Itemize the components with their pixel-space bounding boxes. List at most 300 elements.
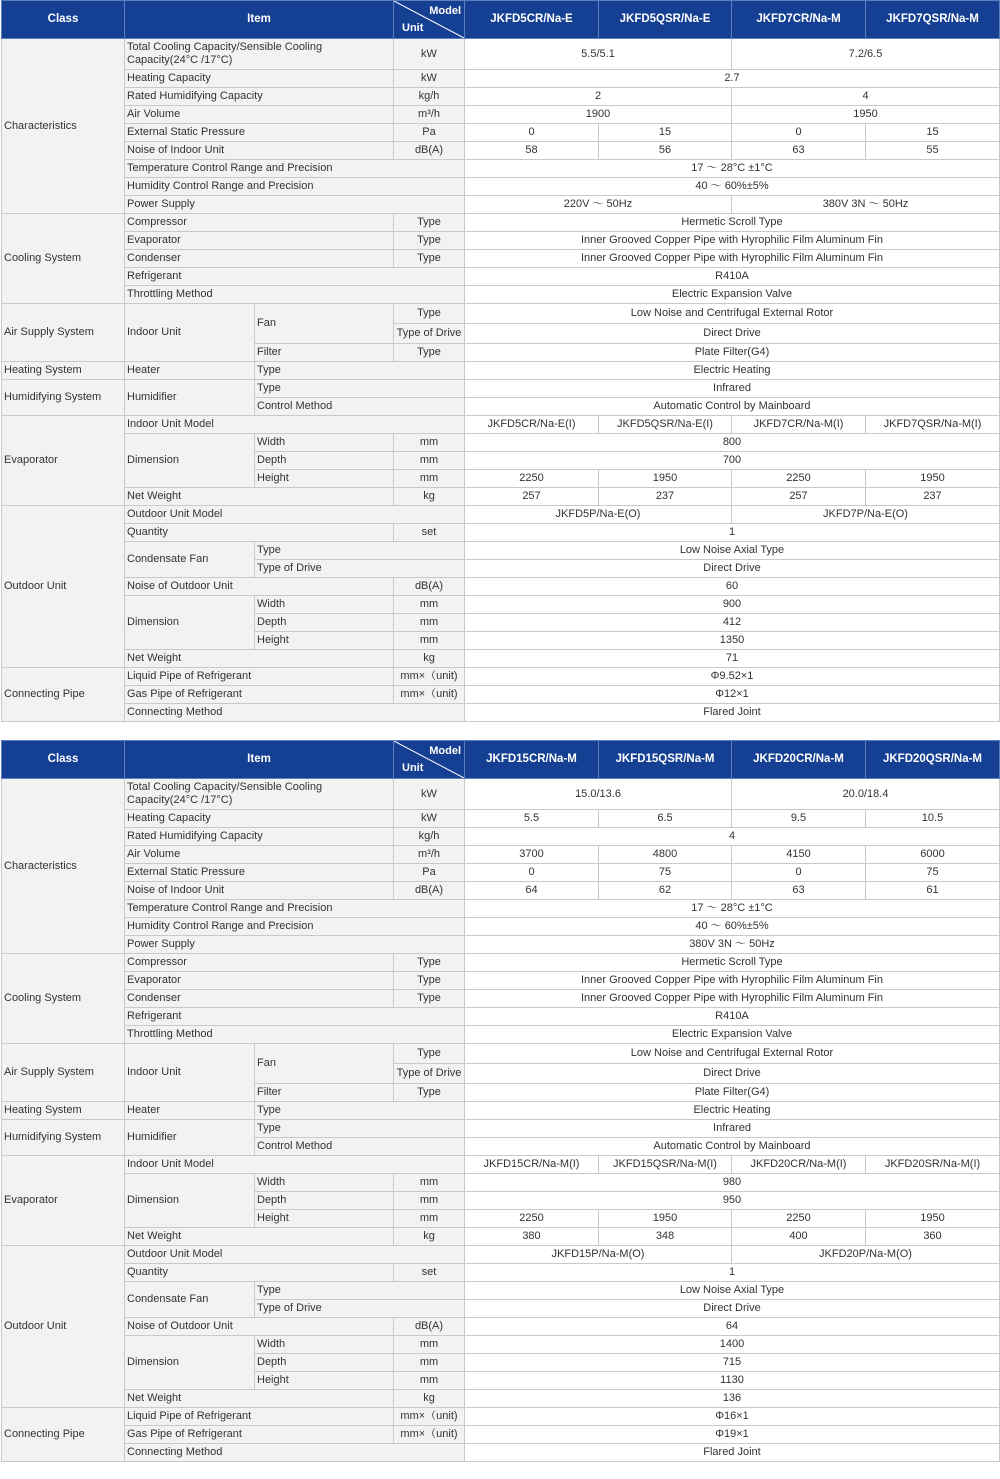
table-row (2, 1156, 1000, 1174)
value-cell: 56 (599, 142, 732, 160)
value-cell: 40 ～ 60%±5% (465, 918, 1000, 936)
value-cell: Electric Heating (465, 362, 1000, 380)
row-label: Noise of Indoor Unit (125, 882, 394, 900)
table-row (2, 268, 1000, 286)
value-cell: 1950 (599, 1210, 732, 1228)
table-row (2, 196, 1000, 214)
row-label: Gas Pipe of Refrigerant (125, 686, 394, 704)
value-cell: 360 (866, 1228, 1000, 1246)
value-cell: 15 (866, 124, 1000, 142)
value-cell: 1400 (465, 1336, 1000, 1354)
value-cell: 237 (866, 488, 1000, 506)
table-row (2, 124, 1000, 142)
row-label: Fan (255, 304, 394, 344)
value-cell: Inner Grooved Copper Pipe with Hyrophilic Film Aluminum Fin (465, 232, 1000, 250)
row-label: Noise of Outdoor Unit (125, 1318, 394, 1336)
value-cell: 55 (866, 142, 1000, 160)
value-cell: 950 (465, 1192, 1000, 1210)
value-cell: JKFD15P/Na-M(O) (465, 1246, 732, 1264)
table-row (2, 810, 1000, 828)
class-outdoor-unit: Outdoor Unit (2, 506, 125, 668)
table-row (2, 1026, 1000, 1044)
row-label: Height (255, 470, 394, 488)
table-row (2, 1044, 1000, 1064)
unit-cell: dB(A) (394, 142, 465, 160)
value-cell: JKFD5CR/Na-E(I) (465, 416, 599, 434)
value-cell: 1900 (465, 106, 732, 124)
row-label: Width (255, 1336, 394, 1354)
value-cell: 60 (465, 578, 1000, 596)
unit-cell: dB(A) (394, 1318, 465, 1336)
table-row (2, 1008, 1000, 1026)
table-row (2, 524, 1000, 542)
table-row (2, 506, 1000, 524)
header-row (2, 741, 1000, 779)
class-header: Class (2, 1, 125, 39)
table-row (2, 972, 1000, 990)
row-label: Control Method (255, 1138, 465, 1156)
value-cell: 257 (465, 488, 599, 506)
header-row (2, 1, 1000, 39)
row-label: Type (255, 362, 465, 380)
spec-table-2 (1, 740, 1000, 1462)
unit-cell: mm (394, 434, 465, 452)
class-outdoor-unit: Outdoor Unit (2, 1246, 125, 1408)
value-cell: 64 (465, 882, 599, 900)
value-cell: Low Noise and Centrifugal External Rotor (465, 1044, 1000, 1064)
value-cell: 3700 (465, 846, 599, 864)
unit-cell: m³/h (394, 846, 465, 864)
value-cell: 2.7 (465, 70, 1000, 88)
value-cell: Infrared (465, 1120, 1000, 1138)
value-cell: 1950 (866, 1210, 1000, 1228)
table-row (2, 882, 1000, 900)
table-row (2, 1282, 1000, 1300)
unit-cell: Type (394, 304, 465, 324)
unit-cell: mm (394, 614, 465, 632)
table-row (2, 304, 1000, 324)
table-row (2, 1174, 1000, 1192)
table-row (2, 990, 1000, 1008)
unit-cell: Type (394, 1084, 465, 1102)
unit-label: Unit (402, 762, 424, 774)
value-cell: 4 (465, 828, 1000, 846)
row-label: Indoor Unit (125, 304, 255, 362)
table-row (2, 380, 1000, 398)
row-label: Height (255, 1372, 394, 1390)
unit-cell: kg (394, 650, 465, 668)
unit-cell: Type (394, 344, 465, 362)
row-label: Type of Drive (255, 560, 465, 578)
table-row (2, 88, 1000, 106)
row-label: Filter (255, 1084, 394, 1102)
class-characteristics: Characteristics (2, 779, 125, 954)
unit-cell: Pa (394, 124, 465, 142)
value-cell: 71 (465, 650, 1000, 668)
value-cell: 15.0/13.6 (465, 779, 732, 810)
value-cell: 715 (465, 1354, 1000, 1372)
row-label: Humidity Control Range and Precision (125, 918, 465, 936)
value-cell: 17 ～ 28°C ±1°C (465, 160, 1000, 178)
value-cell: 75 (866, 864, 1000, 882)
value-cell: 4 (732, 88, 1000, 106)
value-cell: 800 (465, 434, 1000, 452)
value-cell: 4800 (599, 846, 732, 864)
value-cell: 1350 (465, 632, 1000, 650)
value-cell: 2250 (465, 1210, 599, 1228)
unit-cell: mm×（unit) (394, 1408, 465, 1426)
value-cell: Direct Drive (465, 324, 1000, 344)
unit-cell: set (394, 524, 465, 542)
value-cell: 58 (465, 142, 599, 160)
value-cell: 1950 (866, 470, 1000, 488)
unit-cell: kg/h (394, 828, 465, 846)
row-label: Quantity (125, 1264, 394, 1282)
row-label: Power Supply (125, 196, 465, 214)
row-label: Control Method (255, 398, 465, 416)
value-cell: 700 (465, 452, 1000, 470)
value-cell: 5.5/5.1 (465, 39, 732, 70)
table-row (2, 1264, 1000, 1282)
row-label: Throttling Method (125, 286, 465, 304)
table-row (2, 1390, 1000, 1408)
row-label: Heater (125, 1102, 255, 1120)
value-cell: 0 (465, 124, 599, 142)
row-label: Indoor Unit (125, 1044, 255, 1102)
unit-cell: Type of Drive (394, 1064, 465, 1084)
class-connecting-pipe: Connecting Pipe (2, 1408, 125, 1462)
table-row (2, 704, 1000, 722)
row-label: Outdoor Unit Model (125, 1246, 465, 1264)
value-cell: 63 (732, 882, 866, 900)
model-label: Model (429, 5, 461, 17)
value-cell: Φ16×1 (465, 1408, 1000, 1426)
unit-cell: mm×（unit) (394, 686, 465, 704)
value-cell: Φ9.52×1 (465, 668, 1000, 686)
value-cell: 900 (465, 596, 1000, 614)
row-label: Depth (255, 452, 394, 470)
value-cell: JKFD7QSR/Na-M(I) (866, 416, 1000, 434)
value-cell: Φ19×1 (465, 1426, 1000, 1444)
model-header: JKFD15QSR/Na-M (599, 741, 732, 779)
row-label: Outdoor Unit Model (125, 506, 465, 524)
row-label: Noise of Outdoor Unit (125, 578, 394, 596)
value-cell: 6000 (866, 846, 1000, 864)
unit-cell: mm (394, 470, 465, 488)
model-label: Model (429, 745, 461, 757)
row-label: Condensate Fan (125, 1282, 255, 1318)
row-label: Type (255, 1102, 465, 1120)
class-air-supply: Air Supply System (2, 1044, 125, 1102)
value-cell: Flared Joint (465, 704, 1000, 722)
value-cell: JKFD15QSR/Na-M(I) (599, 1156, 732, 1174)
table-row (2, 232, 1000, 250)
unit-cell: kg (394, 1228, 465, 1246)
value-cell: R410A (465, 1008, 1000, 1026)
row-label: Net Weight (125, 1228, 394, 1246)
table-row (2, 39, 1000, 70)
table-row (2, 846, 1000, 864)
class-connecting-pipe: Connecting Pipe (2, 668, 125, 722)
unit-cell: mm (394, 1192, 465, 1210)
value-cell: 4150 (732, 846, 866, 864)
value-cell: 1950 (732, 106, 1000, 124)
row-label: Type of Drive (255, 1300, 465, 1318)
row-label: Evaporator (125, 972, 394, 990)
table-row (2, 416, 1000, 434)
table-row (2, 918, 1000, 936)
row-label: Humidity Control Range and Precision (125, 178, 465, 196)
table-row (2, 668, 1000, 686)
row-label: Depth (255, 1192, 394, 1210)
unit-cell: kg (394, 488, 465, 506)
unit-cell: Type (394, 1044, 465, 1064)
table-row (2, 1408, 1000, 1426)
value-cell: 257 (732, 488, 866, 506)
model-header: JKFD7QSR/Na-M (866, 1, 1000, 39)
table-row (2, 1426, 1000, 1444)
value-cell: JKFD15CR/Na-M(I) (465, 1156, 599, 1174)
table-row (2, 160, 1000, 178)
value-cell: 400 (732, 1228, 866, 1246)
value-cell: 9.5 (732, 810, 866, 828)
row-label: Filter (255, 344, 394, 362)
table-row (2, 954, 1000, 972)
value-cell: 380V 3N ～ 50Hz (732, 196, 1000, 214)
value-cell: 17 ～ 28°C ±1°C (465, 900, 1000, 918)
row-label: Rated Humidifying Capacity (125, 828, 394, 846)
table-row (2, 686, 1000, 704)
class-evaporator: Evaporator (2, 1156, 125, 1246)
unit-label: Unit (402, 22, 424, 34)
row-label: Refrigerant (125, 268, 465, 286)
row-label: Dimension (125, 1336, 255, 1390)
value-cell: 10.5 (866, 810, 1000, 828)
row-label: Temperature Control Range and Precision (125, 900, 465, 918)
value-cell: 2 (465, 88, 732, 106)
model-unit-header (394, 1, 465, 39)
value-cell: 2250 (732, 1210, 866, 1228)
value-cell: Flared Joint (465, 1444, 1000, 1462)
value-cell: 2250 (465, 470, 599, 488)
value-cell: Electric Expansion Valve (465, 1026, 1000, 1044)
value-cell: Direct Drive (465, 1300, 1000, 1318)
value-cell: Direct Drive (465, 560, 1000, 578)
row-label: Condenser (125, 250, 394, 268)
table-row (2, 214, 1000, 232)
class-characteristics: Characteristics (2, 39, 125, 214)
row-label: Compressor (125, 214, 394, 232)
value-cell: Electric Heating (465, 1102, 1000, 1120)
item-header: Item (125, 1, 394, 39)
value-cell: Hermetic Scroll Type (465, 954, 1000, 972)
class-evaporator: Evaporator (2, 416, 125, 506)
row-label: Humidifier (125, 1120, 255, 1156)
value-cell: 380V 3N ～ 50Hz (465, 936, 1000, 954)
row-label: Width (255, 1174, 394, 1192)
value-cell: JKFD5P/Na-E(O) (465, 506, 732, 524)
table-row (2, 1120, 1000, 1138)
row-label: Type (255, 542, 465, 560)
unit-cell: Type (394, 250, 465, 268)
row-label: Indoor Unit Model (125, 416, 465, 434)
value-cell: 1950 (599, 470, 732, 488)
value-cell: Direct Drive (465, 1064, 1000, 1084)
class-humidifying-system: Humidifying System (2, 380, 125, 416)
value-cell: Inner Grooved Copper Pipe with Hyrophilic Film Aluminum Fin (465, 250, 1000, 268)
value-cell: 380 (465, 1228, 599, 1246)
value-cell: JKFD7P/Na-E(O) (732, 506, 1000, 524)
value-cell: 1130 (465, 1372, 1000, 1390)
table-row (2, 650, 1000, 668)
table-row (2, 1246, 1000, 1264)
value-cell: Automatic Control by Mainboard (465, 1138, 1000, 1156)
row-label: Heating Capacity (125, 70, 394, 88)
value-cell: 412 (465, 614, 1000, 632)
unit-cell: mm (394, 1210, 465, 1228)
row-label: Heater (125, 362, 255, 380)
spec-table-1 (1, 0, 1000, 722)
table-row (2, 250, 1000, 268)
value-cell: 6.5 (599, 810, 732, 828)
value-cell: Hermetic Scroll Type (465, 214, 1000, 232)
row-label: Rated Humidifying Capacity (125, 88, 394, 106)
row-label: Height (255, 632, 394, 650)
row-label: External Static Pressure (125, 864, 394, 882)
row-label: Temperature Control Range and Precision (125, 160, 465, 178)
row-label: Depth (255, 614, 394, 632)
value-cell: 7.2/6.5 (732, 39, 1000, 70)
row-label: Quantity (125, 524, 394, 542)
unit-cell: kW (394, 779, 465, 810)
model-header: JKFD15CR/Na-M (465, 741, 599, 779)
value-cell: 1 (465, 1264, 1000, 1282)
table-row (2, 596, 1000, 614)
row-label: Dimension (125, 596, 255, 650)
value-cell: 64 (465, 1318, 1000, 1336)
row-label: Noise of Indoor Unit (125, 142, 394, 160)
value-cell: Low Noise Axial Type (465, 542, 1000, 560)
value-cell: 136 (465, 1390, 1000, 1408)
table-row (2, 542, 1000, 560)
row-label: Height (255, 1210, 394, 1228)
row-label: Type (255, 380, 465, 398)
table-row (2, 828, 1000, 846)
row-label: Liquid Pipe of Refrigerant (125, 1408, 394, 1426)
value-cell: 5.5 (465, 810, 599, 828)
model-unit-header (394, 741, 465, 779)
unit-cell: mm (394, 452, 465, 470)
table-row (2, 142, 1000, 160)
row-label: Fan (255, 1044, 394, 1084)
item-header: Item (125, 741, 394, 779)
value-cell: Low Noise and Centrifugal External Rotor (465, 304, 1000, 324)
row-label: Net Weight (125, 488, 394, 506)
row-label: Total Cooling Capacity/Sensible Cooling Capacity(24°C /17°C) (125, 779, 394, 810)
row-label: External Static Pressure (125, 124, 394, 142)
class-cooling-system: Cooling System (2, 954, 125, 1044)
value-cell: 2250 (732, 470, 866, 488)
unit-cell: mm (394, 1372, 465, 1390)
value-cell: 1 (465, 524, 1000, 542)
model-header: JKFD20CR/Na-M (732, 741, 866, 779)
unit-cell: dB(A) (394, 882, 465, 900)
row-label: Depth (255, 1354, 394, 1372)
value-cell: Plate Filter(G4) (465, 1084, 1000, 1102)
value-cell: 62 (599, 882, 732, 900)
value-cell: 40 ～ 60%±5% (465, 178, 1000, 196)
row-label: Connecting Method (125, 704, 465, 722)
unit-cell: mm (394, 1354, 465, 1372)
value-cell: JKFD20P/Na-M(O) (732, 1246, 1000, 1264)
row-label: Compressor (125, 954, 394, 972)
value-cell: 237 (599, 488, 732, 506)
unit-cell: dB(A) (394, 578, 465, 596)
class-air-supply: Air Supply System (2, 304, 125, 362)
row-label: Dimension (125, 1174, 255, 1228)
row-label: Type (255, 1282, 465, 1300)
table-row (2, 1336, 1000, 1354)
value-cell: Electric Expansion Valve (465, 286, 1000, 304)
unit-cell: set (394, 1264, 465, 1282)
row-label: Refrigerant (125, 1008, 465, 1026)
value-cell: 0 (732, 864, 866, 882)
value-cell: Infrared (465, 380, 1000, 398)
row-label: Total Cooling Capacity/Sensible Cooling Capacity(24°C /17°C) (125, 39, 394, 70)
unit-cell: Type (394, 954, 465, 972)
row-label: Width (255, 434, 394, 452)
table-row (2, 362, 1000, 380)
value-cell: Automatic Control by Mainboard (465, 398, 1000, 416)
unit-cell: mm×（unit) (394, 668, 465, 686)
row-label: Dimension (125, 434, 255, 488)
row-label: Gas Pipe of Refrigerant (125, 1426, 394, 1444)
table-row (2, 434, 1000, 452)
value-cell: 61 (866, 882, 1000, 900)
model-header: JKFD20QSR/Na-M (866, 741, 1000, 779)
value-cell: 20.0/18.4 (732, 779, 1000, 810)
row-label: Air Volume (125, 846, 394, 864)
value-cell: Inner Grooved Copper Pipe with Hyrophilic Film Aluminum Fin (465, 990, 1000, 1008)
row-label: Evaporator (125, 232, 394, 250)
model-header: JKFD5CR/Na-E (465, 1, 599, 39)
unit-cell: mm (394, 632, 465, 650)
row-label: Net Weight (125, 1390, 394, 1408)
class-header: Class (2, 741, 125, 779)
class-cooling-system: Cooling System (2, 214, 125, 304)
unit-cell: kg (394, 1390, 465, 1408)
row-label: Power Supply (125, 936, 465, 954)
unit-cell: m³/h (394, 106, 465, 124)
value-cell: 980 (465, 1174, 1000, 1192)
table-row (2, 900, 1000, 918)
table-row (2, 286, 1000, 304)
table-row (2, 936, 1000, 954)
table-row (2, 1102, 1000, 1120)
unit-cell: Type of Drive (394, 324, 465, 344)
value-cell: 220V ～ 50Hz (465, 196, 732, 214)
value-cell: 75 (599, 864, 732, 882)
class-humidifying-system: Humidifying System (2, 1120, 125, 1156)
unit-cell: kW (394, 810, 465, 828)
table-row (2, 70, 1000, 88)
unit-cell: mm (394, 1174, 465, 1192)
unit-cell: Type (394, 990, 465, 1008)
row-label: Net Weight (125, 650, 394, 668)
unit-cell: kg/h (394, 88, 465, 106)
table-row (2, 1318, 1000, 1336)
unit-cell: mm (394, 596, 465, 614)
